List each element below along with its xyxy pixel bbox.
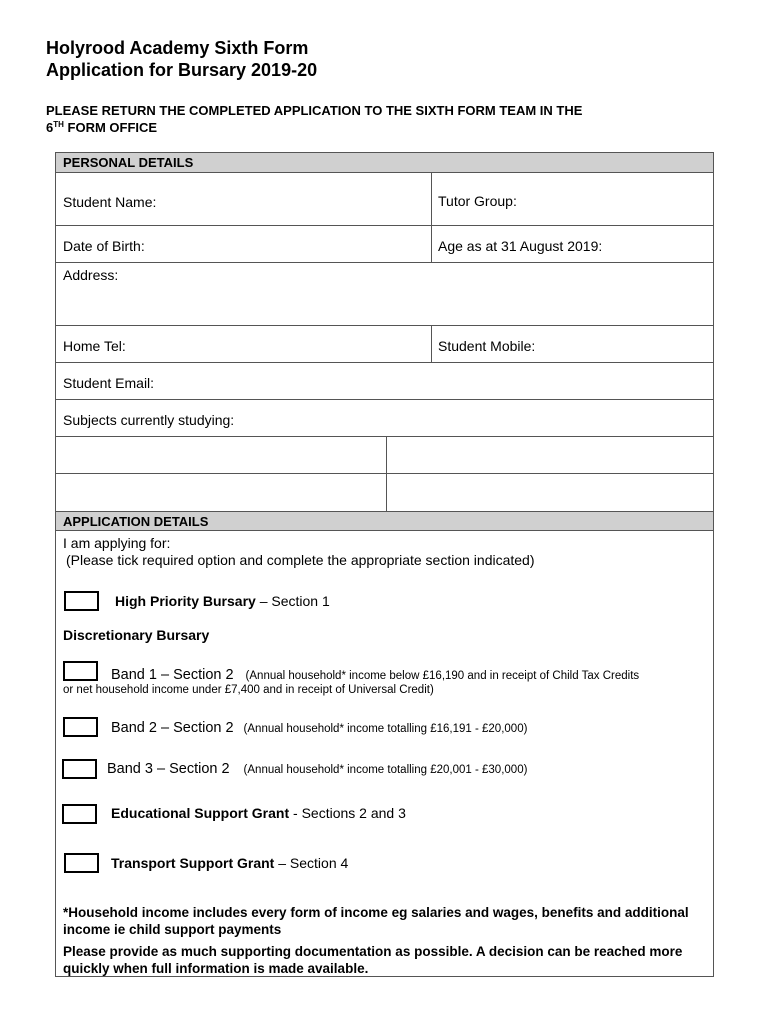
band2-checkbox[interactable]	[63, 717, 98, 737]
column-divider	[431, 173, 432, 262]
household-income-note: *Household income includes every form of income eg salaries and wages, benefits and additional income ie child support payments	[63, 905, 689, 937]
transport-support-option	[111, 855, 348, 871]
return-notice-line1: PLEASE RETURN THE COMPLETED APPLICATION TO THE SIXTH FORM TEAM IN THE	[46, 103, 583, 118]
high-priority-checkbox[interactable]	[64, 591, 99, 611]
band1-label: Band 1 – Section 2	[111, 667, 234, 683]
divider	[56, 262, 713, 263]
notice-sup: TH	[53, 120, 64, 129]
column-divider	[431, 325, 432, 362]
notice-num: 6	[46, 120, 54, 135]
high-priority-option	[115, 593, 330, 609]
applying-for-label: I am applying for:	[63, 535, 171, 551]
divider	[56, 362, 713, 363]
band1-option	[111, 666, 639, 683]
band1-checkbox[interactable]	[63, 661, 98, 681]
educational-support-checkbox[interactable]	[62, 804, 97, 824]
band2-detail: (Annual household* income totalling £16,191 - £20,000)	[243, 723, 528, 735]
divider	[56, 225, 713, 226]
band1-detail-line2: or net household income under £7,400 and in receipt of Universal Credit)	[63, 684, 434, 696]
high-priority-section: – Section 1	[255, 593, 330, 609]
age-label: Age as at 31 August 2019:	[438, 238, 603, 254]
return-notice-line2	[46, 119, 157, 137]
notice-rest: FORM OFFICE	[63, 120, 158, 135]
student-mobile-label: Student Mobile:	[438, 338, 536, 354]
dob-label: Date of Birth:	[63, 238, 145, 254]
applying-instructions: (Please tick required option and complete the appropriate section indicated)	[66, 552, 535, 568]
application-form	[55, 152, 714, 977]
transport-support-section: – Section 4	[274, 855, 349, 871]
divider	[56, 399, 713, 400]
band3-detail: (Annual household* income totalling £20,001 - £30,000)	[243, 764, 528, 776]
transport-support-checkbox[interactable]	[64, 853, 99, 873]
high-priority-label: High Priority Bursary	[115, 593, 256, 609]
address-label: Address:	[63, 267, 119, 283]
band2-option	[111, 719, 527, 736]
tutor-group-label: Tutor Group:	[438, 193, 517, 209]
supporting-documentation-note: Please provide as much supporting documentation as possible. A decision can be reached more quickly when full information is made available.	[63, 944, 683, 976]
band1-detail: (Annual household* income below £16,190 and in receipt of Child Tax Credits	[245, 670, 640, 682]
divider	[56, 436, 713, 437]
band3-checkbox[interactable]	[62, 759, 97, 779]
home-tel-label: Home Tel:	[63, 338, 126, 354]
educational-support-option	[111, 805, 406, 821]
student-email-label: Student Email:	[63, 375, 155, 391]
discretionary-heading: Discretionary Bursary	[63, 627, 210, 643]
divider	[56, 473, 713, 474]
band2-label: Band 2 – Section 2	[111, 720, 234, 736]
band3-label: Band 3 – Section 2	[107, 761, 230, 777]
subjects-label: Subjects currently studying:	[63, 412, 235, 428]
transport-support-label: Transport Support Grant	[111, 855, 275, 871]
band3-option	[107, 760, 527, 777]
educational-support-sections: - Sections 2 and 3	[289, 805, 406, 821]
educational-support-label: Educational Support Grant	[111, 805, 290, 821]
application-details-heading: APPLICATION DETAILS	[56, 511, 713, 531]
personal-details-heading: PERSONAL DETAILS	[56, 153, 713, 173]
form-subtitle: Application for Bursary 2019-20	[46, 60, 318, 80]
divider	[56, 325, 713, 326]
form-title: Holyrood Academy Sixth Form	[46, 38, 309, 58]
student-name-label: Student Name:	[63, 194, 157, 210]
